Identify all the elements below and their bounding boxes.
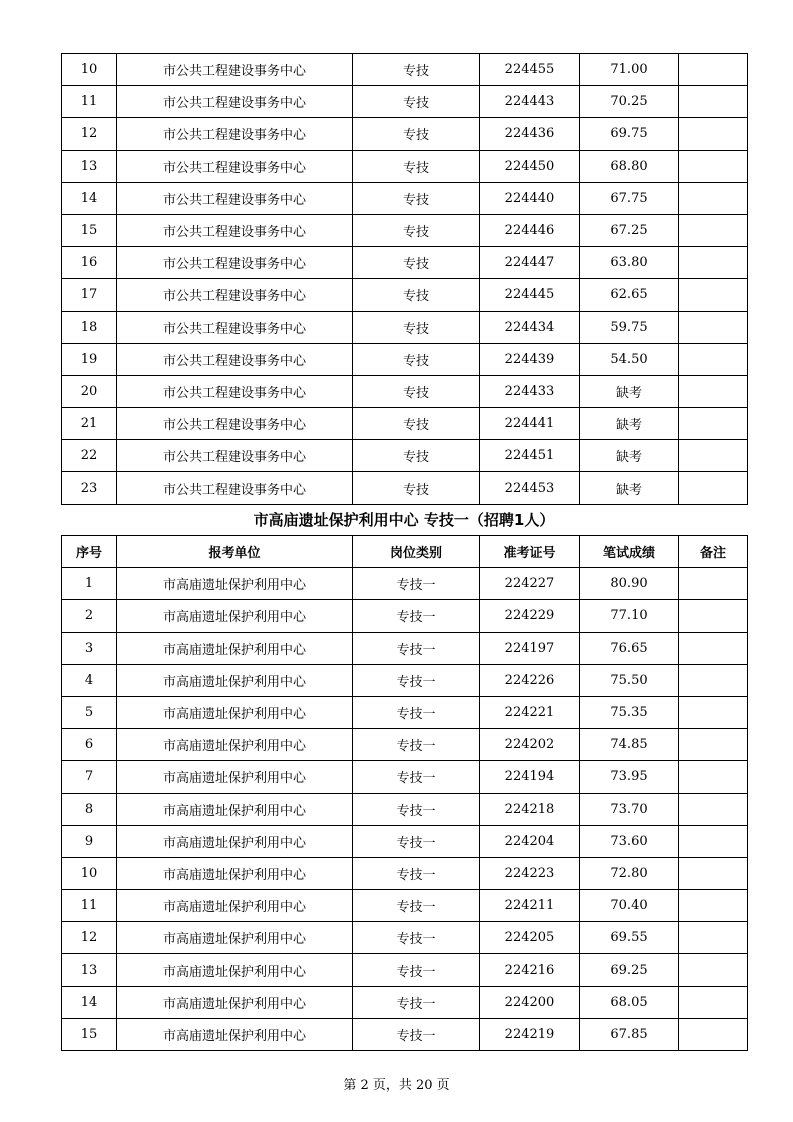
- cell-post: 专技: [353, 86, 480, 118]
- cell-seq: 13: [62, 150, 117, 182]
- cell-unit: 市高庙遗址保护利用中心: [117, 857, 353, 889]
- cell-note: [679, 922, 748, 954]
- cell-unit: 市公共工程建设事务中心: [117, 343, 353, 375]
- cell-exam-id: 224211: [480, 890, 580, 922]
- cell-seq: 9: [62, 825, 117, 857]
- section-title: 市高庙遗址保护利用中心 专技一（招聘1人）: [253, 511, 555, 529]
- table-row: [62, 150, 748, 182]
- cell-seq: 14: [62, 182, 117, 214]
- table-row: [62, 279, 748, 311]
- cell-note: [679, 279, 748, 311]
- table-row: [62, 729, 748, 761]
- table-row: [62, 247, 748, 279]
- table-row: [62, 761, 748, 793]
- cell-score: 75.35: [580, 696, 679, 728]
- cell-post: 专技: [353, 311, 480, 343]
- table-row: [62, 890, 748, 922]
- cell-seq: 10: [62, 54, 117, 86]
- cell-seq: 16: [62, 247, 117, 279]
- cell-note: [679, 696, 748, 728]
- cell-note: [679, 311, 748, 343]
- cell-score: 63.80: [580, 247, 679, 279]
- cell-score: 62.65: [580, 279, 679, 311]
- table-header-row: [62, 536, 748, 568]
- cell-score: 54.50: [580, 343, 679, 375]
- cell-exam-id: 224439: [480, 343, 580, 375]
- cell-note: [679, 761, 748, 793]
- page-footer: 第 2 页，共 20 页: [343, 1078, 450, 1093]
- cell-score: 77.10: [580, 600, 679, 632]
- cell-seq: 15: [62, 1018, 117, 1050]
- cell-score: 73.70: [580, 793, 679, 825]
- header-seq: 序号: [62, 536, 117, 568]
- cell-score: 70.40: [580, 890, 679, 922]
- cell-seq: 4: [62, 664, 117, 696]
- cell-exam-id: 224216: [480, 954, 580, 986]
- table-row: [62, 568, 748, 600]
- cell-exam-id: 224453: [480, 472, 580, 504]
- cell-score: 76.65: [580, 632, 679, 664]
- table-row: [62, 182, 748, 214]
- cell-post: 专技: [353, 118, 480, 150]
- cell-unit: 市高庙遗址保护利用中心: [117, 761, 353, 793]
- cell-unit: 市公共工程建设事务中心: [117, 150, 353, 182]
- cell-note: [679, 857, 748, 889]
- cell-exam-id: 224445: [480, 279, 580, 311]
- cell-post: 专技: [353, 375, 480, 407]
- cell-score: 67.85: [580, 1018, 679, 1050]
- cell-note: [679, 150, 748, 182]
- cell-seq: 5: [62, 696, 117, 728]
- cell-seq: 15: [62, 214, 117, 246]
- cell-unit: 市高庙遗址保护利用中心: [117, 696, 353, 728]
- cell-post: 专技一: [353, 568, 480, 600]
- cell-unit: 市高庙遗址保护利用中心: [117, 729, 353, 761]
- cell-unit: 市公共工程建设事务中心: [117, 214, 353, 246]
- cell-unit: 市公共工程建设事务中心: [117, 279, 353, 311]
- cell-exam-id: 224446: [480, 214, 580, 246]
- cell-post: 专技一: [353, 954, 480, 986]
- cell-score: 73.95: [580, 761, 679, 793]
- cell-exam-id: 224200: [480, 986, 580, 1018]
- cell-note: [679, 600, 748, 632]
- cell-score: 69.55: [580, 922, 679, 954]
- header-score: 笔试成绩: [580, 536, 679, 568]
- cell-score: 67.75: [580, 182, 679, 214]
- results-table-gaomiao: [61, 535, 748, 1051]
- cell-post: 专技: [353, 472, 480, 504]
- cell-unit: 市高庙遗址保护利用中心: [117, 1018, 353, 1050]
- cell-seq: 7: [62, 761, 117, 793]
- cell-score: 74.85: [580, 729, 679, 761]
- cell-exam-id: 224443: [480, 86, 580, 118]
- header-exam-id: 准考证号: [480, 536, 580, 568]
- table-row: [62, 1018, 748, 1050]
- cell-exam-id: 224440: [480, 182, 580, 214]
- cell-exam-id: 224441: [480, 408, 580, 440]
- cell-exam-id: 224223: [480, 857, 580, 889]
- cell-score: 72.80: [580, 857, 679, 889]
- cell-unit: 市高庙遗址保护利用中心: [117, 793, 353, 825]
- cell-score: 73.60: [580, 825, 679, 857]
- cell-exam-id: 224447: [480, 247, 580, 279]
- cell-seq: 12: [62, 118, 117, 150]
- cell-note: [679, 632, 748, 664]
- cell-note: [679, 793, 748, 825]
- cell-exam-id: 224450: [480, 150, 580, 182]
- cell-unit: 市高庙遗址保护利用中心: [117, 664, 353, 696]
- results-table-public-works: [61, 53, 748, 505]
- cell-seq: 8: [62, 793, 117, 825]
- table-row: [62, 986, 748, 1018]
- table-row: [62, 118, 748, 150]
- cell-post: 专技一: [353, 857, 480, 889]
- cell-post: 专技: [353, 408, 480, 440]
- cell-seq: 13: [62, 954, 117, 986]
- cell-unit: 市公共工程建设事务中心: [117, 311, 353, 343]
- table-row: [62, 408, 748, 440]
- cell-seq: 12: [62, 922, 117, 954]
- cell-post: 专技一: [353, 793, 480, 825]
- header-unit: 报考单位: [117, 536, 353, 568]
- cell-unit: 市公共工程建设事务中心: [117, 182, 353, 214]
- cell-unit: 市高庙遗址保护利用中心: [117, 600, 353, 632]
- cell-score: 70.25: [580, 86, 679, 118]
- cell-post: 专技一: [353, 1018, 480, 1050]
- cell-score: 68.80: [580, 150, 679, 182]
- table-row: [62, 664, 748, 696]
- cell-note: [679, 408, 748, 440]
- cell-seq: 1: [62, 568, 117, 600]
- table-row: [62, 825, 748, 857]
- table-row: [62, 600, 748, 632]
- cell-exam-id: 224451: [480, 440, 580, 472]
- table-row: [62, 311, 748, 343]
- cell-note: [679, 954, 748, 986]
- cell-unit: 市公共工程建设事务中心: [117, 247, 353, 279]
- cell-exam-id: 224205: [480, 922, 580, 954]
- table-row: [62, 86, 748, 118]
- results-table-body: [62, 568, 748, 1051]
- cell-exam-id: 224434: [480, 311, 580, 343]
- cell-exam-id: 224221: [480, 696, 580, 728]
- cell-post: 专技: [353, 214, 480, 246]
- cell-post: 专技: [353, 440, 480, 472]
- cell-exam-id: 224219: [480, 1018, 580, 1050]
- cell-note: [679, 568, 748, 600]
- table-row: [62, 472, 748, 504]
- cell-score: 69.25: [580, 954, 679, 986]
- cell-unit: 市公共工程建设事务中心: [117, 472, 353, 504]
- cell-seq: 18: [62, 311, 117, 343]
- cell-seq: 19: [62, 343, 117, 375]
- cell-post: 专技一: [353, 600, 480, 632]
- cell-post: 专技一: [353, 664, 480, 696]
- cell-exam-id: 224194: [480, 761, 580, 793]
- cell-note: [679, 182, 748, 214]
- table-row: [62, 696, 748, 728]
- cell-note: [679, 375, 748, 407]
- cell-post: 专技一: [353, 761, 480, 793]
- cell-score: 68.05: [580, 986, 679, 1018]
- table-row: [62, 922, 748, 954]
- cell-score: 71.00: [580, 54, 679, 86]
- cell-seq: 10: [62, 857, 117, 889]
- cell-note: [679, 440, 748, 472]
- cell-post: 专技: [353, 343, 480, 375]
- table-row: [62, 857, 748, 889]
- cell-score: 缺考: [580, 408, 679, 440]
- cell-unit: 市高庙遗址保护利用中心: [117, 954, 353, 986]
- cell-post: 专技: [353, 279, 480, 311]
- cell-note: [679, 729, 748, 761]
- table-row: [62, 793, 748, 825]
- table-row: [62, 54, 748, 86]
- cell-unit: 市公共工程建设事务中心: [117, 118, 353, 150]
- cell-post: 专技一: [353, 890, 480, 922]
- cell-note: [679, 247, 748, 279]
- cell-exam-id: 224229: [480, 600, 580, 632]
- cell-exam-id: 224226: [480, 664, 580, 696]
- cell-exam-id: 224218: [480, 793, 580, 825]
- cell-seq: 22: [62, 440, 117, 472]
- cell-score: 缺考: [580, 375, 679, 407]
- table-row: [62, 440, 748, 472]
- cell-exam-id: 224227: [480, 568, 580, 600]
- cell-unit: 市高庙遗址保护利用中心: [117, 632, 353, 664]
- cell-seq: 17: [62, 279, 117, 311]
- cell-score: 69.75: [580, 118, 679, 150]
- cell-exam-id: 224433: [480, 375, 580, 407]
- cell-seq: 11: [62, 890, 117, 922]
- cell-post: 专技一: [353, 632, 480, 664]
- cell-unit: 市公共工程建设事务中心: [117, 440, 353, 472]
- cell-exam-id: 224197: [480, 632, 580, 664]
- cell-note: [679, 890, 748, 922]
- cell-post: 专技: [353, 54, 480, 86]
- cell-seq: 11: [62, 86, 117, 118]
- cell-post: 专技一: [353, 986, 480, 1018]
- cell-post: 专技: [353, 247, 480, 279]
- cell-score: 缺考: [580, 472, 679, 504]
- cell-seq: 6: [62, 729, 117, 761]
- cell-post: 专技: [353, 182, 480, 214]
- table-row: [62, 343, 748, 375]
- cell-score: 67.25: [580, 214, 679, 246]
- cell-score: 80.90: [580, 568, 679, 600]
- cell-post: 专技: [353, 150, 480, 182]
- cell-seq: 3: [62, 632, 117, 664]
- cell-score: 75.50: [580, 664, 679, 696]
- cell-unit: 市公共工程建设事务中心: [117, 86, 353, 118]
- cell-exam-id: 224455: [480, 54, 580, 86]
- cell-note: [679, 54, 748, 86]
- cell-seq: 21: [62, 408, 117, 440]
- cell-exam-id: 224436: [480, 118, 580, 150]
- cell-unit: 市高庙遗址保护利用中心: [117, 922, 353, 954]
- cell-seq: 23: [62, 472, 117, 504]
- cell-unit: 市公共工程建设事务中心: [117, 54, 353, 86]
- cell-post: 专技一: [353, 922, 480, 954]
- cell-note: [679, 472, 748, 504]
- cell-unit: 市高庙遗址保护利用中心: [117, 890, 353, 922]
- cell-unit: 市公共工程建设事务中心: [117, 375, 353, 407]
- cell-note: [679, 343, 748, 375]
- header-note: 备注: [679, 536, 748, 568]
- cell-note: [679, 664, 748, 696]
- header-post: 岗位类别: [353, 536, 480, 568]
- cell-note: [679, 214, 748, 246]
- cell-seq: 14: [62, 986, 117, 1018]
- cell-score: 缺考: [580, 440, 679, 472]
- results-table-body: [62, 54, 748, 505]
- table-row: [62, 632, 748, 664]
- cell-note: [679, 118, 748, 150]
- cell-unit: 市高庙遗址保护利用中心: [117, 568, 353, 600]
- cell-note: [679, 825, 748, 857]
- cell-seq: 2: [62, 600, 117, 632]
- cell-unit: 市公共工程建设事务中心: [117, 408, 353, 440]
- cell-note: [679, 1018, 748, 1050]
- cell-unit: 市高庙遗址保护利用中心: [117, 986, 353, 1018]
- table-row: [62, 214, 748, 246]
- cell-seq: 20: [62, 375, 117, 407]
- cell-post: 专技一: [353, 825, 480, 857]
- table-row: [62, 954, 748, 986]
- cell-exam-id: 224204: [480, 825, 580, 857]
- cell-exam-id: 224202: [480, 729, 580, 761]
- cell-note: [679, 986, 748, 1018]
- cell-score: 59.75: [580, 311, 679, 343]
- cell-post: 专技一: [353, 696, 480, 728]
- cell-post: 专技一: [353, 729, 480, 761]
- table-row: [62, 375, 748, 407]
- cell-unit: 市高庙遗址保护利用中心: [117, 825, 353, 857]
- cell-note: [679, 86, 748, 118]
